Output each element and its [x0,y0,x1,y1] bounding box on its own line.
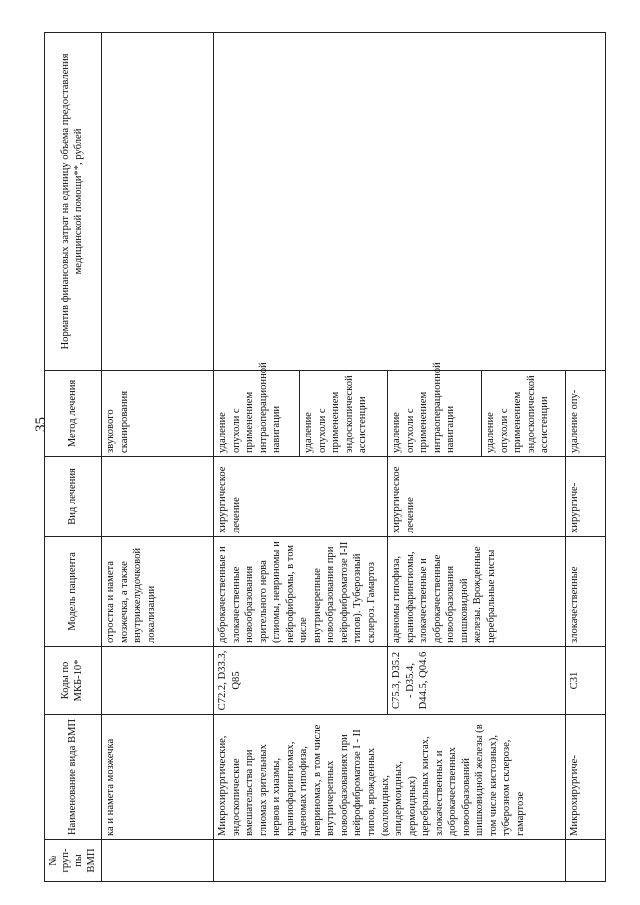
cell-method-row2-navigation: удаление опухоли с применением интраоперационной навигации [388,371,482,457]
cell-model-block2: злокачественные [566,537,606,647]
cell-type-row2: хирургическое лечение [388,457,566,537]
cell-group [566,840,606,882]
cell-method-row2-endoscopic: удаление опухоли с применением эндоскопической ассистенции [482,371,566,457]
header-treatment-type: Вид лечения [45,457,102,537]
cell-vmp-name-block1: Микрохирургические, эндоскопические вмешательства при глиомах зрительных нервов и хиазмы, краниофарингиомах, аденомах гипофиза, невриномах, в том числе внутричерепных новообразованиях при нейрофиброматозе I - II типов, врожденных (коллоидных, эпидермоидных, дермоидных) церебральных кистах, злокачественных и доброкачественных новообразований шишковидной железы (в том числе кистозных), туберозном склерозе, гамартозе [214,715,566,840]
vmp-table [44,32,606,882]
cell-vmp-name-cont: ка и намета мозжечка [102,715,214,840]
cell-vmp-name-block2: Микрохирургиче- [566,715,606,840]
cell-codes [102,647,214,715]
cell-codes-block2: C31 [566,647,606,715]
cell-method-row1-endoscopic: удаление опухоли с применением эндоскопической ассистенции [300,371,388,457]
cell-method-row1-navigation: удаление опухоли с применением интраоперационной навигации [214,371,300,457]
cell-model-row2: аденомы гипофиза, краниофарингиомы, злокачественные и доброкачественные новообразования шишковидной железы. Врожденные церебральные кисты [388,537,566,647]
cell-norm [102,33,214,371]
cell-codes-row2: C75.3, D35.2 - D35.4, D44.5, Q04.6 [388,647,566,715]
page-number: 35 [33,417,49,432]
table-row-optic-nerve-a [214,33,300,882]
cell-type-row1: хирургическое лечение [214,457,388,537]
cell-method-cont: звукового сканирования [102,371,214,457]
cell-method-block2: удаление опу- [566,371,606,457]
table-header-row [45,33,102,882]
cell-type [102,457,214,537]
header-cost-norm: Норматив финансовых затрат на единицу объема предоставления медицинской помощи**, рублей [45,33,102,371]
table-row-continuation [102,33,214,882]
cell-codes-row1: C72.2, D33.3, Q85 [214,647,388,715]
header-treatment-method: Метод лечения [45,371,102,457]
cell-type-block2: хирургиче- [566,457,606,537]
cell-group [102,840,214,882]
cell-model-cont: отростка и намета мозжечка, а также внутрижелудочковой локализации [102,537,214,647]
header-vmp-name: Наименование вида ВМП [45,715,102,840]
cell-norm [214,33,606,371]
header-icd-codes: Коды по МКБ-10* [45,647,102,715]
header-group-number: № груп-пы ВМП [45,840,102,882]
cell-group [214,840,566,882]
cell-model-row1: доброкачественные и злокачественные новообразования зрительного нерва (глиомы, невриномы и нейрофибромы, в том числе внутричерепные новообразования при нейрофиброматозе I-II типов). Туберозный склероз. Гамартоз [214,537,388,647]
header-patient-model: Модель пациента [45,537,102,647]
rotated-page-content [44,32,606,882]
